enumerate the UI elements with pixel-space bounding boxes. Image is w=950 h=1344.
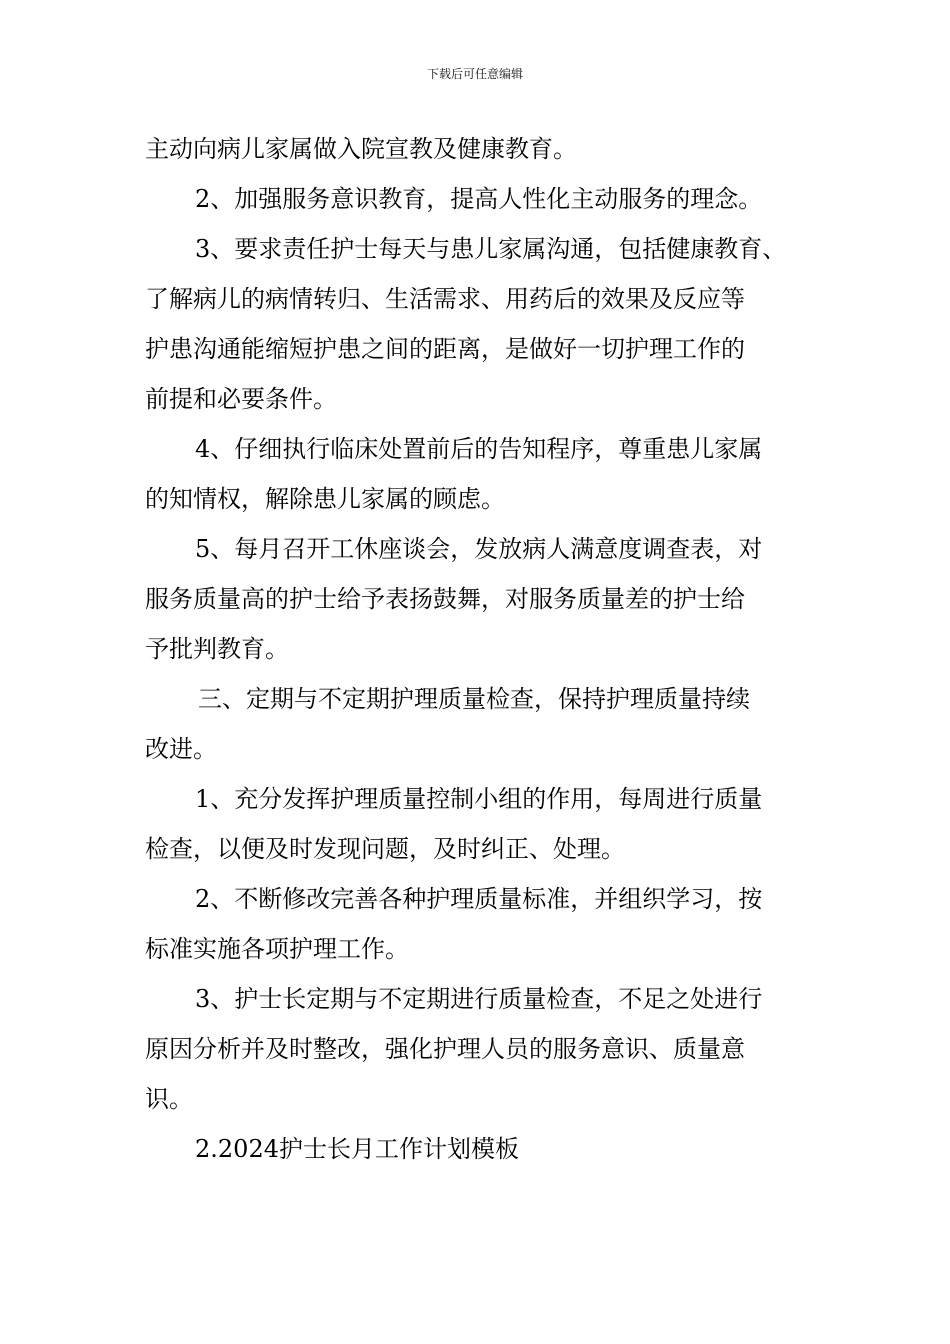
text-line: 4、仔细执行临床处置前后的告知程序，尊重患儿家属 — [195, 435, 763, 463]
section-heading: 三、定期与不定期护理质量检查，保持护理质量持续 — [198, 685, 750, 713]
text-line: 的知情权，解除患儿家属的顾虑。 — [145, 485, 505, 513]
text-line: 1、充分发挥护理质量控制小组的作用，每周进行质量 — [195, 785, 763, 813]
text-line: 主动向病儿家属做入院宣教及健康教育。 — [145, 135, 577, 163]
text-line: 予批判教育。 — [145, 635, 289, 663]
text-line: 服务质量高的护士给予表扬鼓舞，对服务质量差的护士给 — [145, 585, 745, 613]
text-line: 标准实施各项护理工作。 — [145, 935, 409, 963]
text-line: 改进。 — [145, 735, 217, 763]
text-line: 了解病儿的病情转归、生活需求、用药后的效果及反应等 — [145, 285, 745, 313]
text-line: 护患沟通能缩短护患之间的距离，是做好一切护理工作的 — [145, 335, 745, 363]
text-line: 2、不断修改完善各种护理质量标准，并组织学习，按 — [195, 885, 763, 913]
text-line: 3、护士长定期与不定期进行质量检查，不足之处进行 — [195, 985, 763, 1013]
text-line: 5、每月召开工休座谈会，发放病人满意度调查表，对 — [195, 535, 763, 563]
text-line: 识。 — [145, 1085, 193, 1113]
text-line: 检查，以便及时发现问题，及时纠正、处理。 — [145, 835, 625, 863]
page-header-note: 下载后可任意编辑 — [426, 67, 523, 81]
text-line: 前提和必要条件。 — [145, 385, 337, 413]
text-line: 3、要求责任护士每天与患儿家属沟通，包括健康教育、 — [195, 235, 787, 263]
text-line: 原因分析并及时整改，强化护理人员的服务意识、质量意 — [145, 1035, 745, 1063]
document-body — [145, 124, 825, 1174]
text-line: 2、加强服务意识教育，提高人性化主动服务的理念。 — [195, 185, 763, 213]
section-title: 2.2024护士长月工作计划模板 — [195, 1135, 519, 1163]
